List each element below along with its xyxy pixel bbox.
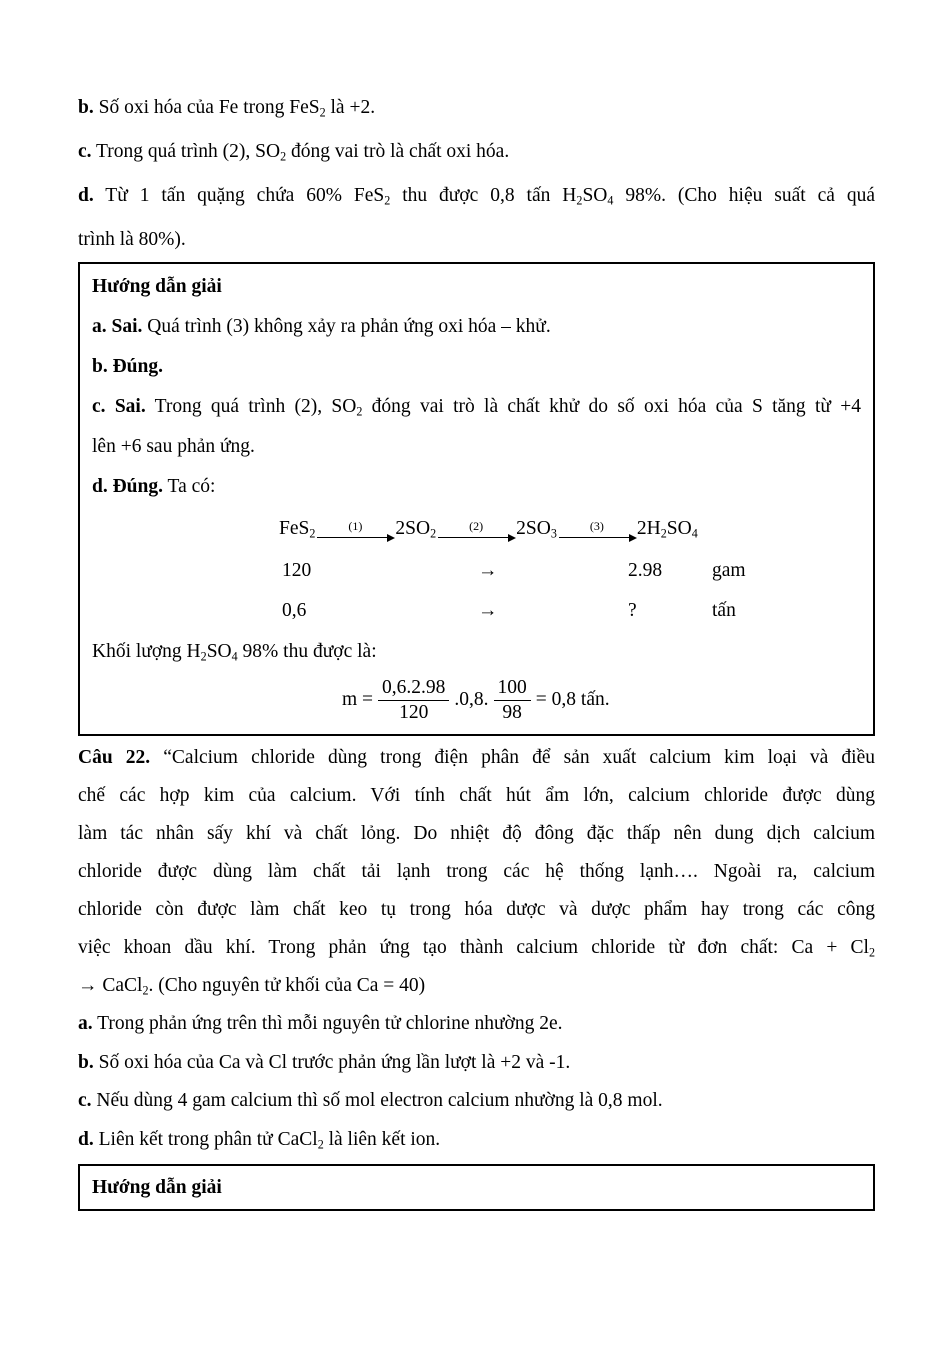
- solution-item-d: d. Đúng. Ta có:: [92, 476, 216, 497]
- mass-formula: [342, 672, 861, 728]
- quantity-left: 120: [282, 560, 312, 581]
- q22-statement-c: c. Nếu dùng 4 gam calcium thì số mol electron calcium nhường là 0,8 mol.: [78, 1090, 663, 1111]
- solution-title: Hướng dẫn giải: [92, 1177, 222, 1198]
- quantity-value: ?: [628, 600, 637, 621]
- species-2so3: $2SO_3$: [516, 518, 557, 541]
- formula-rhs: = 0,8 tấn.: [535, 689, 610, 710]
- arrow-label-3: (3): [589, 518, 604, 533]
- q22-line: làm tác nhân sấy khí và chất lỏng. Do nhiệt độ đông đặc thấp nên dung dịch calcium: [78, 823, 875, 844]
- quantity-unit: gam: [712, 560, 746, 581]
- right-arrow-icon: →: [478, 600, 498, 621]
- fraction-numerator: 0,6.2.98: [382, 676, 446, 698]
- right-arrow-icon: [436, 533, 516, 543]
- q22-statement-a: a. Trong phản ứng trên thì mỗi nguyên tử chlorine nhường 2e.: [78, 1013, 563, 1034]
- solution-item-a: a. Sai. Quá trình (3) không xảy ra phản ứng oxi hóa – khử.: [92, 316, 551, 337]
- q22-line: việc khoan dầu khí. Trong phản ứng tạo thành calcium chloride từ đơn chất: $Ca + Cl_2$: [78, 937, 875, 960]
- fraction-denominator: 120: [378, 700, 449, 725]
- fraction-1: [378, 676, 449, 725]
- quantity-value: 2.98: [628, 560, 663, 581]
- q22-line: chế các hợp kim của calcium. Với tính chất hút ẩm lớn, calcium chloride được dùng: [78, 785, 875, 806]
- formula-lhs: m =: [342, 689, 374, 710]
- quantity-unit: tấn: [712, 600, 736, 621]
- quantity-left: 0,6: [282, 600, 307, 621]
- reaction-arrow-2: [436, 520, 516, 543]
- species-fes2: FeS$_2$: [279, 518, 316, 541]
- solution-item-c-line1: c. Sai. Trong quá trình (2), $SO_2$ đóng vai trò là chất khử do số oxi hóa của S tăng từ +4: [92, 396, 861, 419]
- right-arrow-icon: →: [478, 560, 498, 581]
- statement-d-line1: d. Từ 1 tấn quặng chứa 60% FeS$_2$ thu được 0,8 tấn $H_2SO_4$ 98%. (Cho hiệu suất cả quá: [78, 185, 875, 208]
- question-22-paragraph: [78, 739, 875, 1005]
- fraction-2: [494, 676, 531, 725]
- quantity-row-gam: [282, 551, 861, 591]
- q22-line: Câu 22. “Calcium chloride dùng trong điện phân để sản xuất calcium kim loại và điều: [78, 747, 875, 768]
- quantity-row-tan: [282, 591, 861, 631]
- q22-statement-d: d. Liên kết trong phân tử CaCl$_2$ là liên kết ion.: [78, 1128, 441, 1151]
- arrow-label-2: (2): [469, 518, 484, 533]
- q22-statement-b: b. Số oxi hóa của Ca và Cl trước phản ứng lần lượt là +2 và -1.: [78, 1051, 571, 1073]
- statement-c: c. Trong quá trình (2), $SO_2$ đóng vai trò là chất oxi hóa.: [78, 141, 510, 164]
- q22-line: → CaCl$_2$. (Cho nguyên tử khối của Ca = 40): [78, 975, 426, 998]
- reaction-arrow-3: [557, 520, 637, 543]
- q22-line: chloride còn được làm chất keo tụ trong hóa dược và dược phẩm hay trong các công: [78, 899, 875, 920]
- q22-line: chloride được dùng làm chất tải lạnh trong các hệ thống lạnh…. Ngoài ra, calcium: [78, 861, 875, 882]
- mass-statement: Khối lượng $H_2SO_4$ 98% thu được là:: [92, 641, 377, 664]
- solution-box-2: [78, 1164, 875, 1211]
- fraction-numerator: 100: [497, 676, 527, 698]
- solution-title: Hướng dẫn giải: [92, 276, 222, 297]
- solution-item-b: b. Đúng.: [92, 356, 163, 377]
- solution-item-c-line2: lên +6 sau phản ứng.: [92, 436, 255, 457]
- reaction-chain: [279, 507, 861, 551]
- formula-mid: .0,8.: [454, 689, 489, 710]
- fraction-denominator: 98: [494, 700, 531, 725]
- solution-box-1: [78, 262, 875, 736]
- reaction-arrow-1: [315, 520, 395, 543]
- right-arrow-icon: [315, 533, 395, 543]
- right-arrow-icon: [557, 533, 637, 543]
- statement-b: b. Số oxi hóa của Fe trong FeS$_2$ là +2.: [78, 97, 376, 120]
- statement-d-line2: trình là 80%).: [78, 229, 186, 250]
- species-2so2: $2SO_2$: [395, 518, 437, 541]
- species-2h2so4: $2H_2SO_4$: [636, 518, 698, 541]
- arrow-label-1: (1): [348, 518, 363, 533]
